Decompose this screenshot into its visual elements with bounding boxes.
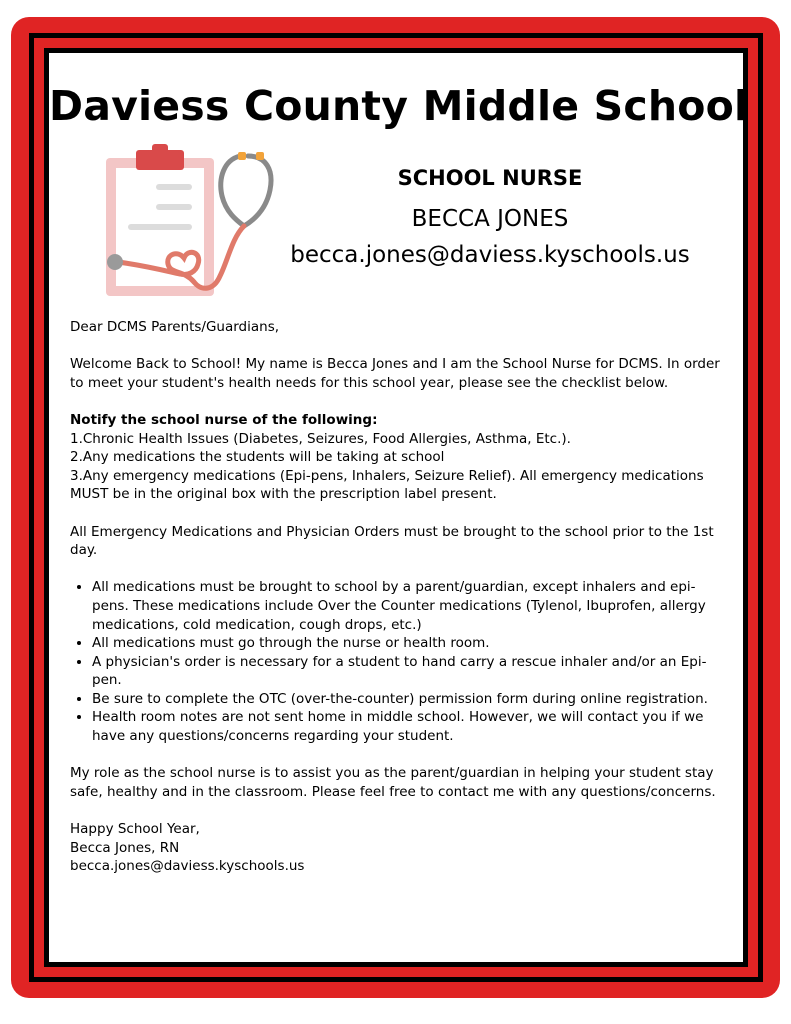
role-paragraph: My role as the school nurse is to assist you as the parent/guardian in helping your student stay safe, healthy and in the classroom. Please feel free to contact me with any questions/concerns. (70, 765, 716, 800)
signature-email-link[interactable]: becca.jones@daviess.kyschools.us (70, 858, 305, 875)
orders-note: All Emergency Medications and Physician Orders must be brought to the school prior to the 1st day. (70, 523, 714, 559)
notify-heading: Notify the school nurse of the following: (70, 411, 378, 428)
list-item: • Health room notes are not sent home in middle school. However, we will contact you if we have any questions/concerns regarding your student. (92, 708, 722, 745)
notify-item: 3.Any emergency medications (Epi-pens, Inhalers, Seizure Relief). All emergency medications MUST be in the original box with the prescription label present. (70, 467, 704, 503)
list-item: • A physician's order is necessary for a student to hand carry a rescue inhaler and/or an Epi-pen. (92, 653, 722, 690)
letter-body (70, 318, 722, 876)
notify-item: 1.Chronic Health Issues (Diabetes, Seizures, Food Allergies, Asthma, Etc.). (70, 430, 571, 447)
list-item: • All medications must go through the nurse or health room. (92, 634, 722, 653)
list-item: • All medications must be brought to school by a parent/guardian, except inhalers and epi-pens. These medications include Over the Counter medications (Tylenol, Ibuprofen, allergy medications, cold medication, cough drops, etc.) (92, 578, 722, 634)
nurse-role-heading: SCHOOL NURSE (397, 166, 583, 190)
salutation: Dear DCMS Parents/Guardians, (70, 319, 280, 335)
school-title: Daviess County Middle School (49, 82, 749, 130)
notify-item: 2.Any medications the students will be taking at school (70, 449, 445, 466)
nurse-email-link[interactable]: becca.jones@daviess.kyschools.us (290, 242, 690, 268)
medication-rules-list (70, 578, 722, 745)
intro-paragraph: Welcome Back to School! My name is Becca Jones and I am the School Nurse for DCMS. In order to meet your student's health needs for this school year, please see the checklist below. (70, 356, 720, 391)
list-item: • Be sure to complete the OTC (over-the-counter) permission form during online registration. (92, 690, 722, 709)
closing: Happy School Year, (70, 821, 200, 838)
clipboard-stethoscope-icon (98, 142, 288, 302)
signature: Becca Jones, RN (70, 839, 180, 856)
nurse-name: BECCA JONES (411, 206, 569, 232)
